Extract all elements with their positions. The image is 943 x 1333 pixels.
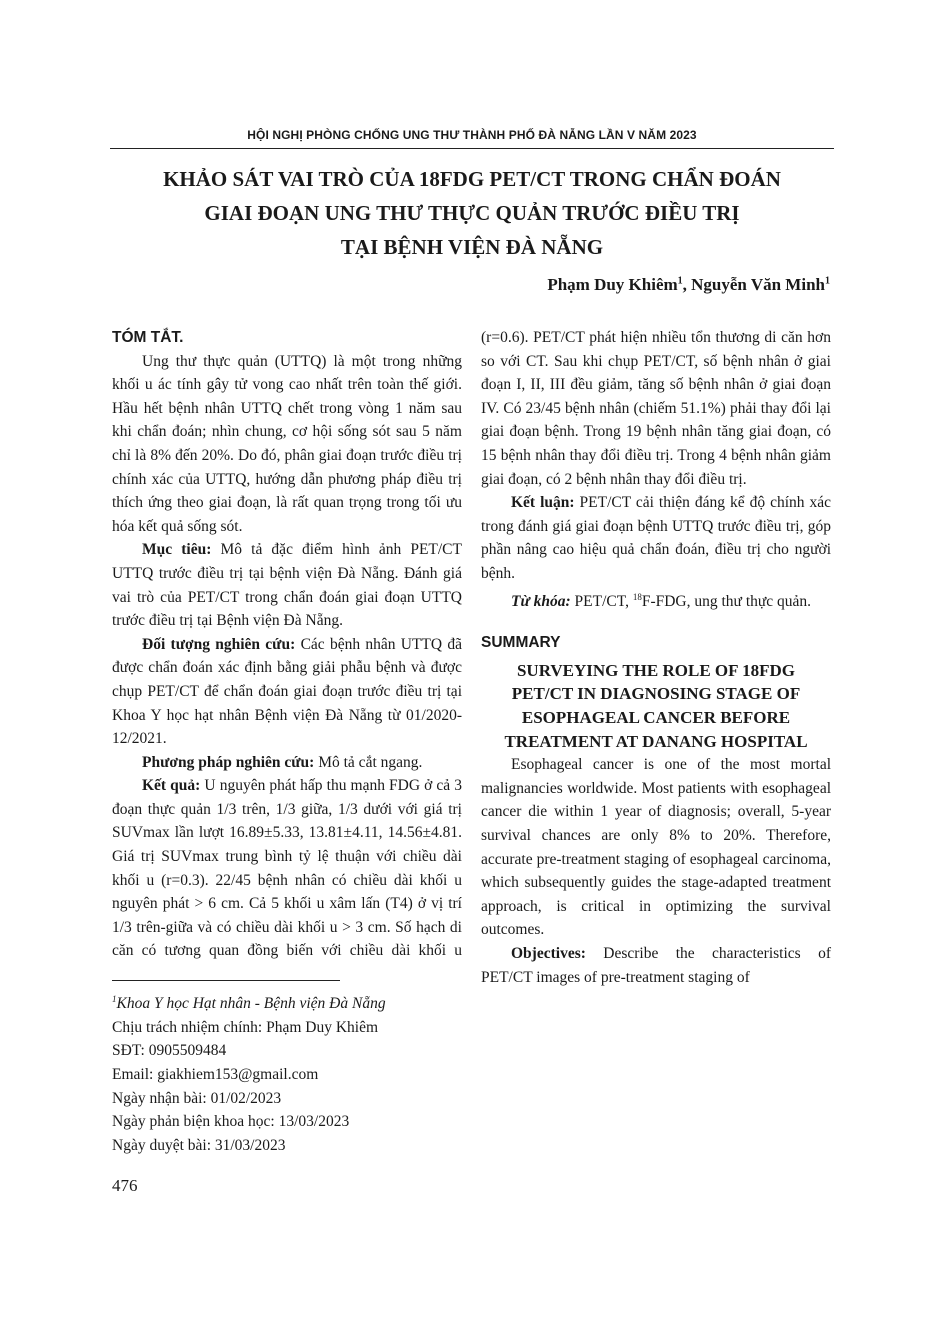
footnote-affiliation: [112, 988, 386, 1016]
footnote: [112, 988, 386, 1157]
author-name: Nguyễn Văn Minh: [691, 275, 825, 294]
right-column: [481, 326, 831, 989]
label-conclusion: Kết luận:: [511, 494, 575, 512]
summary-intro: Esophageal cancer is one of the most mortal malignancies worldwide. Most patients with esophageal cancer die within 1 year of diagnosis; overall, 5-year survival chances are only 8% to 20%. Therefore, accurate pre-treatment staging of esophageal carcinoma, which subsequently guides the stage-adapted treatment approach, is critical in optimizing the survival outcomes.: [481, 756, 831, 939]
label-objectives: Mục tiêu:: [142, 541, 212, 559]
results-continued: (r=0.6). PET/CT phát hiện nhiều tổn thương di căn hơn so với CT. Sau khi chụp PET/CT, số bệnh nhân ở giai đoạn I, II, III đều giảm, tăng số bệnh nhân ở giai đoạn IV. Có 23/45 bệnh nhân (chiếm 51.1%) phải thay đổi lại giai đoạn bệnh. Trong 19 bệnh nhân tăng giai đoạn, có 15 bệnh nhân thay đổi điều trị. Trong 4 bệnh nhân giảm giai đoạn, có 2 bệnh nhân thay đổi điều trị.: [481, 329, 831, 488]
author-affil-sup: 1: [677, 275, 683, 287]
label-subjects: Đối tượng nghiên cứu:: [142, 635, 296, 653]
keywords-text-pre: PET/CT,: [570, 592, 633, 610]
english-title: [481, 659, 831, 753]
abstract-methods: [112, 751, 462, 775]
title-line: KHẢO SÁT VAI TRÒ CỦA 18FDG PET/CT TRONG CHẨN ĐOÁN: [163, 167, 781, 191]
label-methods: Phương pháp nghiên cứu:: [142, 753, 315, 771]
abstract-conclusion: [481, 491, 831, 585]
abstract-subjects: [112, 633, 462, 751]
page-number: 476: [112, 1176, 138, 1195]
abstract-keywords: [481, 586, 831, 614]
section-heading-tomtat: TÓM TẮT.: [112, 329, 184, 346]
article-title: [110, 162, 834, 264]
footnote-rule: [112, 980, 340, 981]
abstract-results: [112, 774, 462, 963]
section-heading-summary: SUMMARY: [481, 634, 561, 652]
author-name: Phạm Duy Khiêm: [547, 275, 678, 294]
subjects-text: Các bệnh nhân UTTQ đã được chẩn đoán xác định bằng giải phẫu bệnh và được chụp PET/CT để chẩn đoán giai đoạn trước điều trị tại Khoa Y học hạt nhân Bệnh viện Đà Nẵng từ 01/2020-12/2021.: [112, 635, 462, 748]
label-objectives-en: Objectives:: [511, 945, 586, 962]
label-results: Kết quả:: [142, 777, 201, 795]
running-header: HỘI NGHỊ PHÒNG CHỐNG UNG THƯ THÀNH PHỐ ĐÀ NẴNG LẦN V NĂM 2023: [247, 128, 697, 142]
abstract-objectives: [112, 538, 462, 632]
keywords-sup: 18: [632, 591, 642, 602]
footnote-affil-sup: 1: [112, 994, 117, 1004]
author-separator: ,: [682, 275, 692, 294]
footnote-line: Ngày nhận bài: 01/02/2023: [112, 1089, 282, 1107]
footnote-line: Email: giakhiem153@gmail.com: [112, 1065, 319, 1083]
title-line: GIAI ĐOẠN UNG THƯ THỰC QUẢN TRƯỚC ĐIỀU TRỊ: [204, 201, 740, 225]
footnote-line: Ngày duyệt bài: 31/03/2023: [112, 1136, 286, 1154]
english-title-line: ESOPHAGEAL CANCER BEFORE: [521, 708, 791, 728]
title-line: TẠI BỆNH VIỆN ĐÀ NẴNG: [340, 235, 604, 259]
label-keywords: Từ khóa:: [511, 592, 571, 610]
objectives-text: Mô tả đặc điểm hình ảnh PET/CT UTTQ trước điều trị tại bệnh viện Đà Nẵng. Đánh giá vai trò của PET/CT trong chẩn đoán giai đoạn UTTQ trước điều trị tại Bệnh viện Đà Nẵng.: [112, 541, 462, 630]
english-title-line: TREATMENT AT DANANG HOSPITAL: [504, 731, 808, 751]
conclusion-text: PET/CT cải thiện đáng kể độ chính xác trong đánh giá giai đoạn bệnh UTTQ trước điều trị, góp phần nâng cao hiệu quả chẩn đoán, điều trị cho người bệnh.: [481, 494, 832, 582]
author-affil-sup: 1: [825, 275, 830, 287]
english-title-line: PET/CT IN DIAGNOSING STAGE OF: [511, 684, 801, 704]
summary-objectives: [481, 942, 831, 989]
abstract-intro: Ung thư thực quản (UTTQ) là một trong những khối u ác tính gây tử vong cao nhất trên toàn thế giới. Hầu hết bệnh nhân UTTQ chết trong vòng 1 năm sau khi chẩn đoán; nhìn chung, cơ hội sống sót sau 5 năm chỉ là 8% đến 20%. Do đó, phân giai đoạn trước điều trị chính xác của UTTQ, hướng dẫn phương pháp điều trị thích ứng theo giai đoạn, là rất quan trọng trong tối ưu hóa kết quả sống sót.: [112, 352, 462, 535]
methods-text: Mô tả cắt ngang.: [314, 753, 423, 771]
objectives-en-text: Describe the characteristics of PET/CT images of pre-treatment staging of: [481, 945, 831, 986]
left-column: [112, 326, 462, 963]
results-text: U nguyên phát hấp thu mạnh FDG ở cả 3 đoạn thực quản 1/3 trên, 1/3 giữa, 1/3 dưới với giá trị SUVmax lần lượt 16.89±5.33, 13.81±4.11, 14.56±4.81. Giá trị SUVmax trung bình tỷ lệ thuận với chiều dài khối u (r=0.3). 22/45 bệnh nhân có chiều dài khối u nguyên phát > 6 cm. Cả 5 khối u xâm lấn (T4) ở vị trí 1/3 trên-giữa và có chiều dài khối u > 3 cm. Số hạch di căn có tương quan đồng biến với chiều dài khối u: [112, 777, 462, 960]
author-line: [547, 275, 830, 295]
english-title-line: SURVEYING THE ROLE OF 18FDG: [516, 660, 796, 680]
keywords-text-post: F-FDG, ung thư thực quản.: [641, 592, 812, 610]
header-rule: [110, 148, 834, 149]
footnote-line: SĐT: 0905509484: [112, 1042, 227, 1060]
footnote-line: Ngày phản biện khoa học: 13/03/2023: [112, 1113, 350, 1131]
footnote-affil-text: Khoa Y học Hạt nhân - Bệnh viện Đà Nẵng: [116, 995, 386, 1013]
footnote-line: Chịu trách nhiệm chính: Phạm Duy Khiêm: [112, 1018, 379, 1036]
